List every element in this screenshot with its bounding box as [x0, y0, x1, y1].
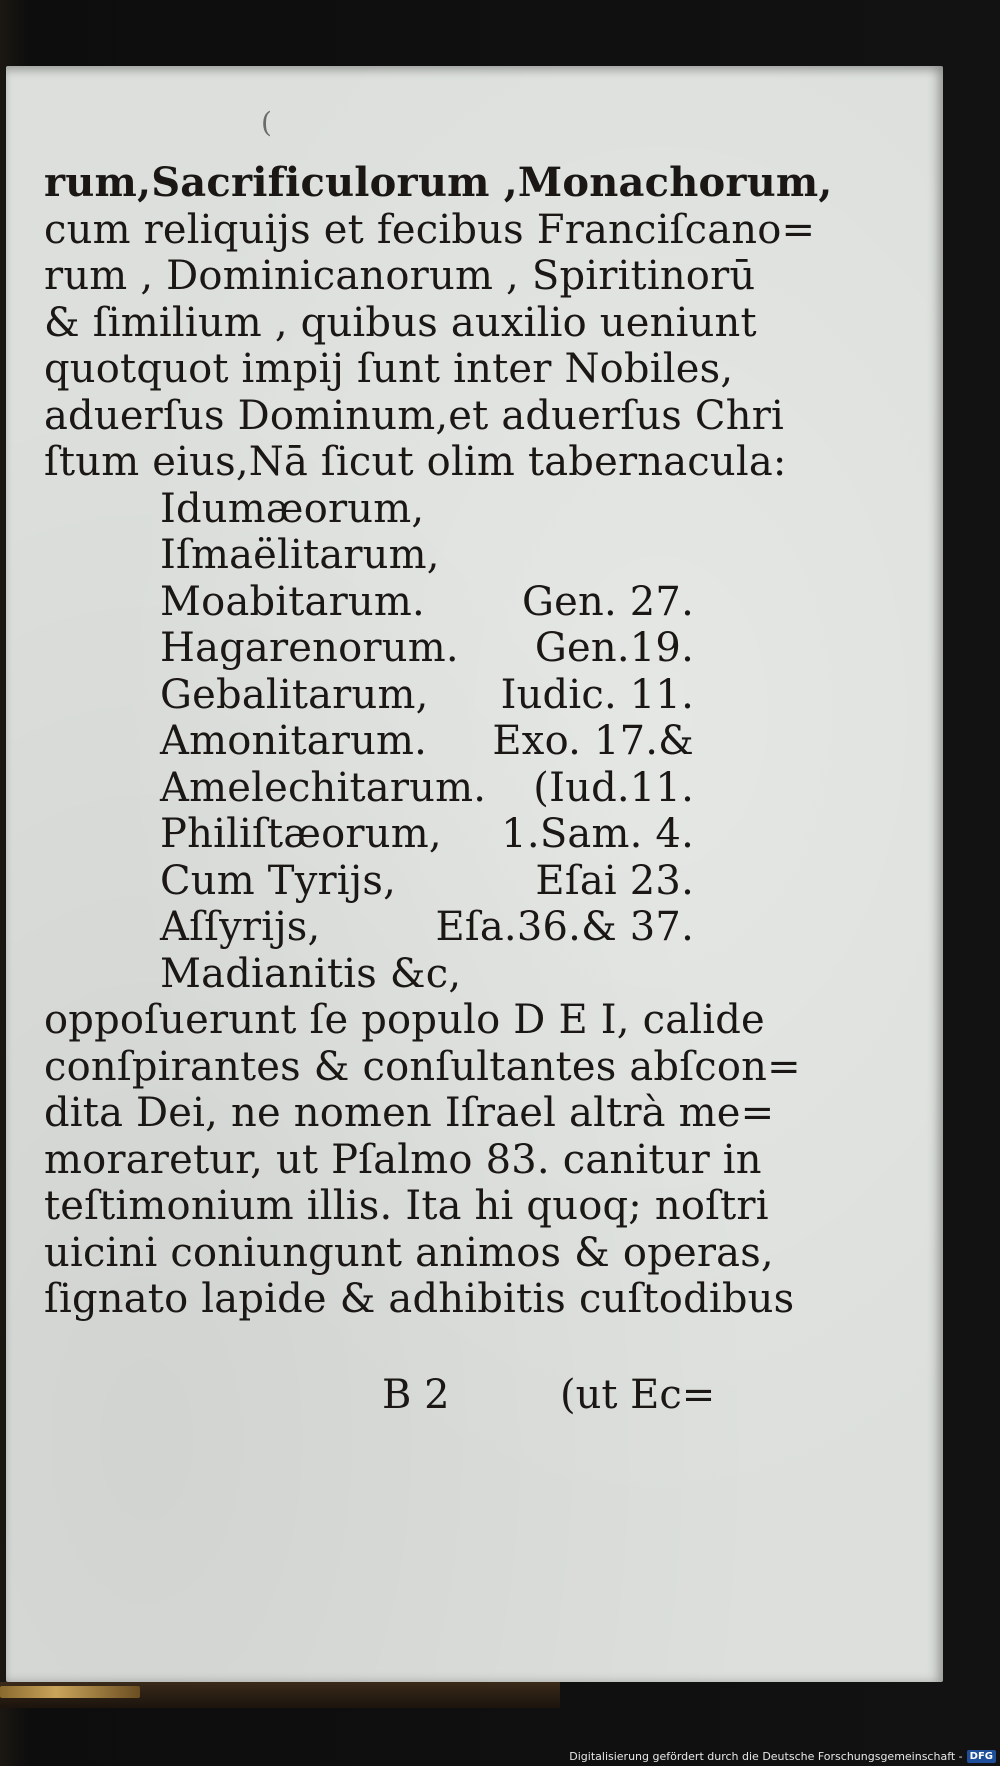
digitization-credit [569, 1750, 996, 1763]
list-item [44, 765, 694, 812]
list-reference: 1.Sam. 4. [501, 811, 694, 857]
text-block [44, 159, 833, 1323]
text-line: cum reliquijs et fecibus Franciſcano= [44, 206, 816, 253]
text-line: ſtum eius,Nā ſicut olim tabernacula: [44, 439, 787, 485]
list-reference: Gen.19. [534, 625, 694, 671]
list-item [44, 486, 694, 533]
text-line: oppoſuerunt ſe populo D E I, calide [44, 997, 765, 1043]
list-reference: Iudic. 11. [500, 671, 694, 718]
list-name: Madianitis &c, [160, 950, 462, 997]
ink-mark: ( [261, 106, 272, 139]
list-item [44, 718, 694, 765]
text-line: rum , Dominicanorum , Spiritinorū [44, 253, 756, 299]
list-name: Idumæorum, [160, 485, 425, 532]
gilt-edge [0, 1686, 140, 1698]
list-name: Moabitarum. [160, 578, 425, 625]
list-reference: Eſa.36.& 37. [435, 904, 694, 950]
list-reference: Exo. 17.& [492, 718, 694, 764]
catchword: (ut Ec= [560, 1372, 716, 1418]
list-item [44, 951, 694, 998]
text-line: conſpirantes & conſultantes abſcon= [44, 1043, 801, 1090]
text-line: rum,Sacrificulorum ,Monachorum, [44, 159, 833, 206]
text-line: dita Dei, ne nomen Iſrael altrà me= [44, 1090, 775, 1136]
text-line: moraretur, ut Pſalmo 83. canitur in [44, 1136, 762, 1183]
list-name: Philiſtæorum, [160, 811, 442, 857]
list-item [44, 904, 694, 951]
list-name: Iſmaëlitarum, [160, 532, 440, 578]
list-item [44, 532, 694, 579]
list-item [44, 672, 694, 719]
list-name: Amonitarum. [160, 718, 428, 764]
list-item [44, 858, 694, 905]
list-item [44, 625, 694, 672]
credit-text: Digitalisierung gefördert durch die Deutsche Forschungsgemeinschaft - [569, 1750, 963, 1763]
signature-mark: B 2 [382, 1372, 450, 1418]
text-line: aduerſus Dominum,et aduerſus Chri [44, 392, 785, 439]
list-name: Gebalitarum, [160, 671, 429, 718]
list-item [44, 579, 694, 626]
text-line: ſignato lapide & adhibitis cuſtodibus [44, 1276, 795, 1322]
text-line: & ſimilium , quibus auxilio ueniunt [44, 299, 757, 346]
list-name: Cum Tyrijs, [160, 857, 397, 904]
list-name: Hagarenorum. [160, 625, 459, 671]
list-name: Amelechitarum. [160, 764, 487, 811]
text-line: quotquot impij ſunt inter Nobiles, [44, 346, 734, 392]
dfg-logo-icon: DFG [967, 1750, 996, 1763]
list-reference: Gen. 27. [521, 578, 694, 625]
list-reference: (Iud.11. [533, 764, 694, 811]
list-reference: Eſai 23. [535, 857, 694, 904]
list-name: Aſſyrijs, [160, 904, 321, 950]
text-line: uicini coniungunt animos & operas, [44, 1229, 774, 1276]
text-line: teſtimonium illis. Ita hi quoq; noſtri [44, 1183, 769, 1229]
list-item [44, 811, 694, 858]
